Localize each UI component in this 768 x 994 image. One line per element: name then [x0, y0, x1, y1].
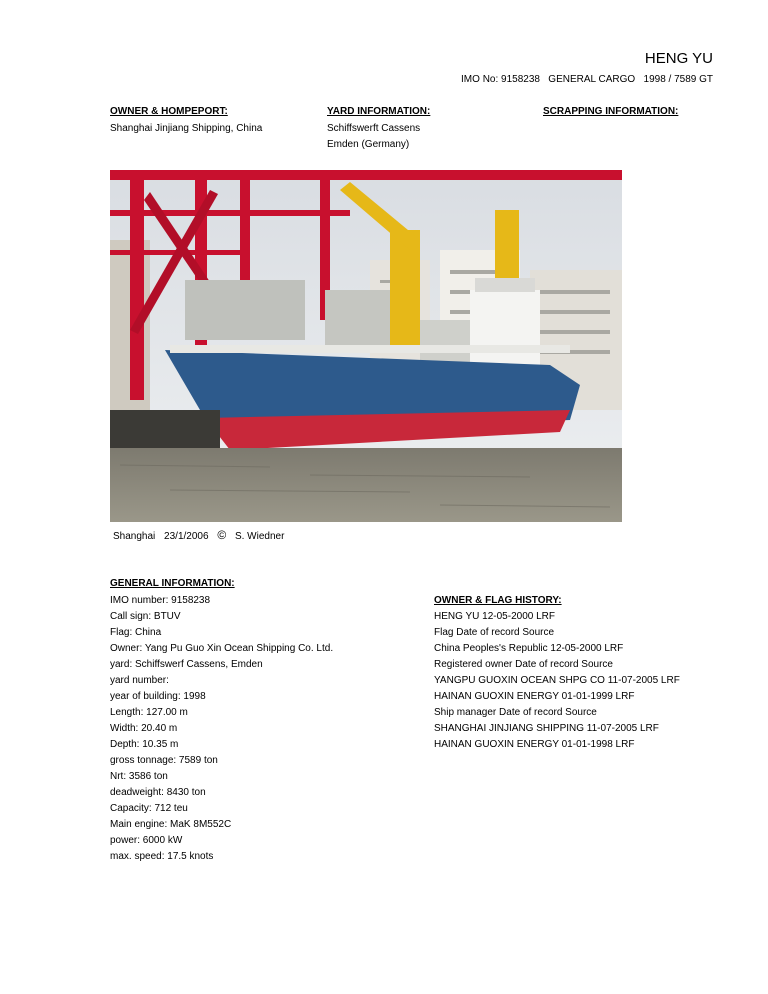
photo-date: 23/1/2006: [164, 531, 209, 542]
general-row-yard: yard: Schiffswerf Cassens, Emden: [110, 659, 263, 670]
history-row: Registered owner Date of record Source: [434, 659, 613, 670]
general-row-length: Length: 127.00 m: [110, 707, 188, 718]
ship-name: HENG YU: [644, 50, 713, 67]
photo-caption: [113, 528, 290, 542]
general-row-capacity: Capacity: 712 teu: [110, 803, 188, 814]
general-list: [110, 593, 333, 865]
history-row: China Peoples's Republic 12-05-2000 LRF: [434, 643, 624, 654]
yard-value-name: Schiffswerft Cassens: [327, 123, 421, 134]
copyright-symbol: ©: [217, 528, 227, 542]
ship-photo: [110, 170, 622, 522]
general-row-main-engine: Main engine: MaK 8M552C: [110, 819, 232, 830]
owner-header: OWNER & HOMPEPORT:: [110, 106, 228, 117]
general-row-callsign: Call sign: BTUV: [110, 611, 181, 622]
history-list: [434, 609, 680, 753]
general-row-deadweight: deadweight: 8430 ton: [110, 787, 206, 798]
yard-value-location: Emden (Germany): [327, 139, 410, 150]
owner-value: Shanghai Jinjiang Shipping, China: [110, 123, 263, 134]
general-row-gross-tonnage: gross tonnage: 7589 ton: [110, 755, 218, 766]
general-row-power: power: 6000 kW: [110, 835, 183, 846]
photographer: S. Wiedner: [234, 531, 285, 542]
general-row-depth: Depth: 10.35 m: [110, 739, 179, 750]
history-row: Ship manager Date of record Source: [434, 707, 597, 718]
yard-header: YARD INFORMATION:: [327, 106, 431, 117]
scrapping-header: SCRAPPING INFORMATION:: [543, 106, 679, 117]
history-row: HAINAN GUOXIN ENERGY 01-01-1999 LRF: [434, 691, 635, 702]
imo-summary: IMO No: 9158238 GENERAL CARGO 1998 / 7589 GT: [461, 74, 713, 85]
history-row: YANGPU GUOXIN OCEAN SHPG CO 11-07-2005 LRF: [434, 675, 680, 686]
general-row-flag: Flag: China: [110, 627, 162, 638]
general-row-yard-number: yard number:: [110, 675, 169, 686]
general-row-owner: Owner: Yang Pu Guo Xin Ocean Shipping Co. Ltd.: [110, 643, 334, 654]
general-row-width: Width: 20.40 m: [110, 723, 178, 734]
photo-location: Shanghai: [113, 531, 156, 542]
general-row-imo: IMO number: 9158238: [110, 595, 211, 606]
general-row-max-speed: max. speed: 17.5 knots: [110, 851, 214, 862]
history-row: Flag Date of record Source: [434, 627, 555, 638]
history-row: SHANGHAI JINJIANG SHIPPING 11-07-2005 LRF: [434, 723, 659, 734]
general-row-nrt: Nrt: 3586 ton: [110, 771, 168, 782]
history-header: OWNER & FLAG HISTORY:: [434, 595, 562, 606]
general-row-year: year of building: 1998: [110, 691, 206, 702]
general-header: GENERAL INFORMATION:: [110, 578, 235, 589]
history-row: HAINAN GUOXIN ENERGY 01-01-1998 LRF: [434, 739, 635, 750]
history-row: HENG YU 12-05-2000 LRF: [434, 611, 555, 622]
